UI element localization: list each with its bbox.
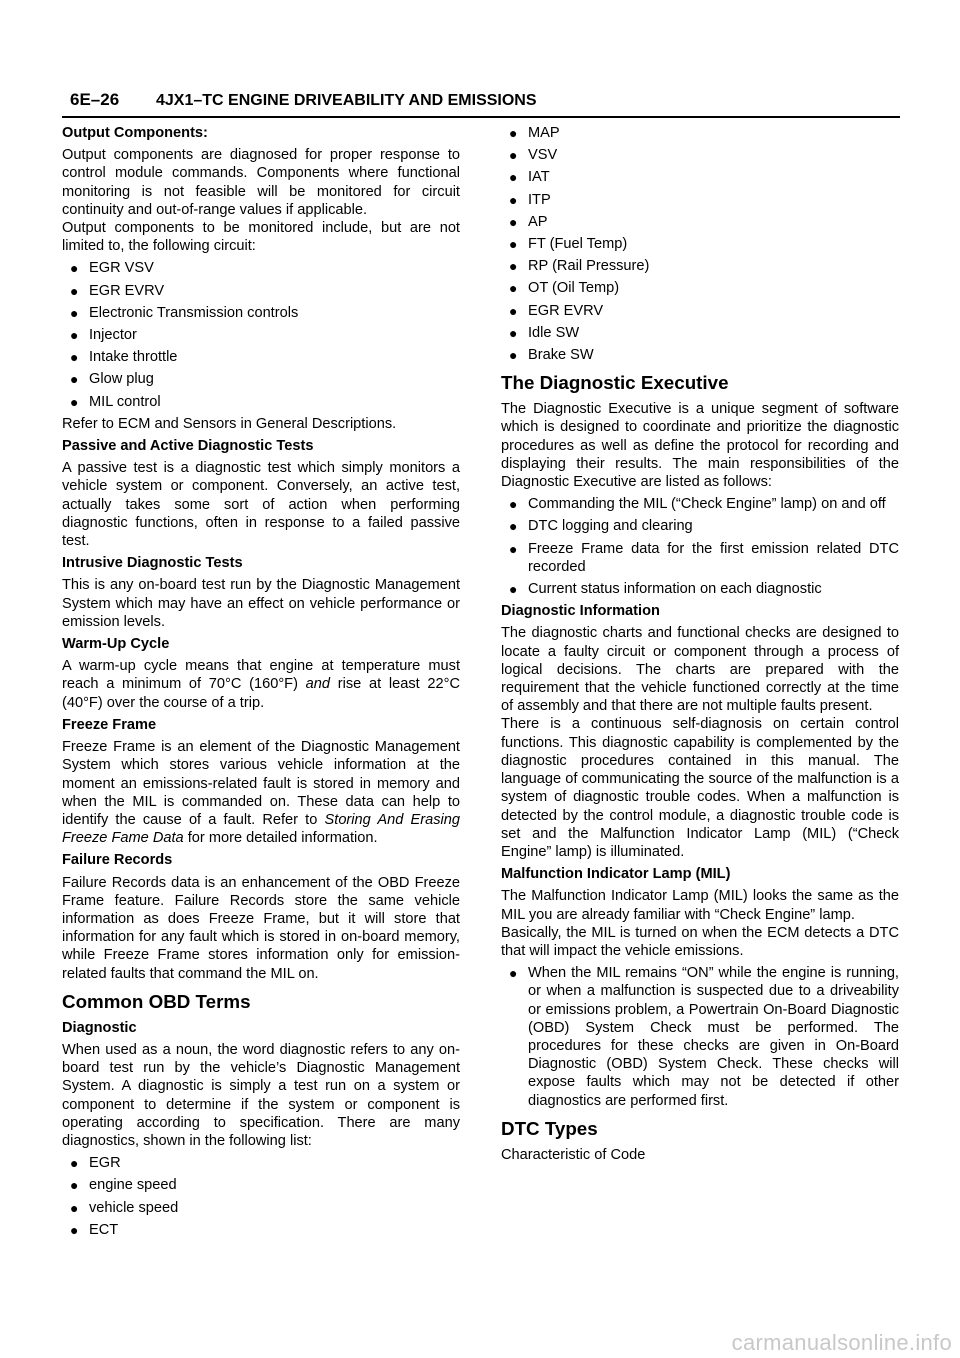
bullet-icon: ● xyxy=(70,1199,79,1216)
list-item xyxy=(62,326,460,344)
list-item-text: Freeze Frame data for the first emission related DTC recorded xyxy=(528,540,899,575)
list-item-text: Intake throttle xyxy=(89,349,178,366)
passive-active-heading: Passive and Active Diagnostic Tests xyxy=(62,438,314,455)
bullet-icon: ● xyxy=(509,258,518,275)
freeze-text-a: Freeze Frame is an element of the Diagnostic Management System which stores various vehicle information at the moment an emissions-related fault is stored in memory and when the MIL is commanded on. These data can help to identify the cause of a fault. Refer to xyxy=(62,739,460,828)
list-item-text: AP xyxy=(528,213,548,230)
passive-active-paragraph: A passive test is a diagnostic test which simply monitors a vehicle system or component. Conversely, an active test, actually takes some sort of action when performing diagnostic functions, often in response to a failed passive test. xyxy=(62,460,460,550)
common-obd-terms-heading: Common OBD Terms xyxy=(62,990,251,1012)
output-components-paragraph-1: Output components are diagnosed for proper response to control module commands. Components where functional monitoring is not feasible will be monitored for circuit continuity and out-of-range values if applicable. xyxy=(62,147,460,218)
list-item-text: IAT xyxy=(528,169,550,186)
bullet-icon: ● xyxy=(70,349,79,366)
watermark: carmanualsonline.info xyxy=(731,1330,952,1355)
bullet-icon: ● xyxy=(509,125,518,141)
list-item-text: EGR EVRV xyxy=(89,282,165,299)
list-item xyxy=(62,282,460,300)
list-item-text: Current status information on each diagnostic xyxy=(528,581,822,598)
list-item-text: When the MIL remains “ON” while the engine is running, or when a malfunction is suspected due to a driveability or emissions problem, a Powertrain On-Board Diagnostic (OBD) System Check must be performed. The procedures for these checks are given in On-Board Diagnostic (OBD) System Check. These checks will expose faults which may not be detected if other diagnostics are performed first. xyxy=(528,965,899,1109)
list-item xyxy=(501,324,899,342)
list-item-text: ECT xyxy=(89,1221,119,1238)
list-item xyxy=(62,1176,460,1194)
output-components-list xyxy=(62,259,460,410)
diagnostic-information-paragraph-1: The diagnostic charts and functional checks are designed to locate a faulty circuit or component through a process of logical decisions. The charts are prepared with the requirement that the vehicle functioned correctly at the time of assembly and that there are not multiple faults present. xyxy=(501,625,899,715)
list-item xyxy=(501,168,899,186)
freeze-text-ref: Storing And Erasing Freeze Fame Data xyxy=(62,811,460,847)
dtc-types-heading: DTC Types xyxy=(501,1117,598,1139)
bullet-icon: ● xyxy=(70,371,79,388)
list-item xyxy=(501,124,899,142)
output-components-heading: Output Components: xyxy=(62,125,208,141)
list-item xyxy=(62,1154,460,1172)
failure-records-heading: Failure Records xyxy=(62,852,173,869)
list-item xyxy=(501,191,899,209)
list-item-text: ITP xyxy=(528,191,551,208)
diagnostic-executive-heading: The Diagnostic Executive xyxy=(501,372,729,394)
mil-list xyxy=(501,964,899,1110)
bullet-icon: ● xyxy=(70,393,79,410)
list-item-text: Brake SW xyxy=(528,347,594,364)
header-rule xyxy=(62,116,900,118)
list-item xyxy=(501,964,899,1110)
bullet-icon: ● xyxy=(509,324,518,341)
warmup-paragraph xyxy=(62,657,460,712)
list-item xyxy=(62,370,460,388)
page-header xyxy=(62,88,900,120)
bullet-icon: ● xyxy=(509,213,518,230)
bullet-icon: ● xyxy=(509,518,518,535)
diagnostics-list-continued xyxy=(501,124,899,364)
list-item xyxy=(501,580,899,598)
list-item-text: EGR VSV xyxy=(89,260,154,277)
failure-records-paragraph: Failure Records data is an enhancement of the OBD Freeze Frame feature. Failure Records store the same vehicle information as does Freeze Frame, but it will store that information for any fault which is stored in on-board memory, while Freeze Frame stores information only for emission-related faults that command the MIL on. xyxy=(62,874,460,982)
mil-paragraph-2: Basically, the MIL is turned on when the ECM detects a DTC that will impact the vehicle emissions. xyxy=(501,924,899,959)
bullet-icon: ● xyxy=(509,965,518,982)
list-item-text: MIL control xyxy=(89,393,161,410)
bullet-icon: ● xyxy=(70,1177,79,1194)
intrusive-heading: Intrusive Diagnostic Tests xyxy=(62,555,243,572)
diagnostic-executive-list xyxy=(501,495,899,598)
list-item xyxy=(62,393,460,411)
warmup-text-a: A warm-up cycle means that engine at temperature must reach a minimum of 70°C (160°F) xyxy=(62,658,460,693)
diagnostic-information-paragraph-2: There is a continuous self-diagnosis on certain control functions. This diagnostic capability is complemented by the diagnostic procedures contained in this manual. The language of communicating the source of the malfunction is a system of diagnostic trouble codes. When a malfunction is detected by the control module, a diagnostic trouble code is set and the Malfunction Indicator Lamp (MIL) (“Check Engine” lamp) is illuminated. xyxy=(501,716,899,860)
list-item xyxy=(62,1199,460,1217)
list-item-text: EGR EVRV xyxy=(528,302,604,319)
list-item-text: OT (Oil Temp) xyxy=(528,280,620,297)
list-item-text: engine speed xyxy=(89,1177,177,1194)
refer-text: Refer to ECM and Sensors in General Descriptions. xyxy=(62,415,397,432)
left-column xyxy=(62,124,460,1243)
list-item-text: DTC logging and clearing xyxy=(528,518,693,535)
list-item xyxy=(501,235,899,253)
bullet-icon: ● xyxy=(70,1221,79,1238)
list-item xyxy=(501,213,899,231)
bullet-icon: ● xyxy=(70,304,79,321)
list-item-text: Glow plug xyxy=(89,371,154,388)
freeze-frame-paragraph xyxy=(62,738,460,847)
diagnostic-paragraph: When used as a noun, the word diagnostic refers to any on-board test run by the vehicle’s Diagnostic Management System. A diagnostic is simply a test run on a system or component to determine if the system or component is operating according to specification. There are many diagnostics, shown in the following list: xyxy=(62,1041,460,1149)
list-item-text: Electronic Transmission controls xyxy=(89,304,299,321)
mil-heading: Malfunction Indicator Lamp (MIL) xyxy=(501,866,731,883)
list-item xyxy=(62,1221,460,1239)
mil-paragraph-1: The Malfunction Indicator Lamp (MIL) looks the same as the MIL you are already familiar with “Check Engine” lamp. xyxy=(501,888,899,923)
bullet-icon: ● xyxy=(509,191,518,208)
list-item-text: EGR xyxy=(89,1155,121,1172)
page-number: 6E–26 xyxy=(70,90,120,109)
diagnostic-heading: Diagnostic xyxy=(62,1019,137,1036)
list-item-text: VSV xyxy=(528,147,558,164)
list-item-text: Injector xyxy=(89,327,137,344)
bullet-icon: ● xyxy=(509,496,518,513)
list-item xyxy=(62,304,460,322)
bullet-icon: ● xyxy=(509,302,518,319)
list-item xyxy=(62,259,460,277)
list-item-text: vehicle speed xyxy=(89,1199,179,1216)
bullet-icon: ● xyxy=(70,1155,79,1172)
dtc-types-paragraph: Characteristic of Code xyxy=(501,1146,646,1163)
bullet-icon: ● xyxy=(509,147,518,164)
list-item xyxy=(501,302,899,320)
list-item-text: RP (Rail Pressure) xyxy=(528,258,650,275)
right-column xyxy=(501,124,899,1168)
list-item xyxy=(501,346,899,364)
bullet-icon: ● xyxy=(509,581,518,598)
list-item xyxy=(501,146,899,164)
list-item-text: Idle SW xyxy=(528,324,580,341)
page-title: 4JX1–TC ENGINE DRIVEABILITY AND EMISSIONS xyxy=(156,92,537,109)
warmup-text-and: and xyxy=(305,676,331,693)
list-item xyxy=(501,517,899,535)
list-item xyxy=(501,540,899,576)
list-item-text: Commanding the MIL (“Check Engine” lamp) on and off xyxy=(528,496,886,513)
list-item xyxy=(501,257,899,275)
intrusive-paragraph: This is any on-board test run by the Diagnostic Management System which may have an effect on vehicle performance or emission levels. xyxy=(62,577,460,630)
diagnostic-information-heading: Diagnostic Information xyxy=(501,603,660,620)
warmup-text-b: rise at least 22°C (40°F) over the course of a trip. xyxy=(62,676,460,711)
bullet-icon: ● xyxy=(509,236,518,253)
bullet-icon: ● xyxy=(509,540,518,557)
bullet-icon: ● xyxy=(70,282,79,299)
diagnostic-executive-paragraph: The Diagnostic Executive is a unique segment of software which is designed to coordinate and prioritize the diagnostic procedures as well as define the protocol for recording and displaying their results. The main responsibilities of the Diagnostic Executive are listed as follows: xyxy=(501,401,899,491)
bullet-icon: ● xyxy=(509,280,518,297)
bullet-icon: ● xyxy=(509,347,518,364)
freeze-text-b: for more detailed information. xyxy=(187,830,378,847)
bullet-icon: ● xyxy=(70,260,79,277)
bullet-icon: ● xyxy=(70,327,79,344)
freeze-frame-heading: Freeze Frame xyxy=(62,716,157,733)
list-item xyxy=(501,279,899,297)
list-item xyxy=(62,348,460,366)
list-item xyxy=(501,495,899,513)
diagnostics-list xyxy=(62,1154,460,1239)
list-item-text: FT (Fuel Temp) xyxy=(528,236,628,253)
bullet-icon: ● xyxy=(509,169,518,186)
warmup-heading: Warm-Up Cycle xyxy=(62,636,170,653)
list-item-text: MAP xyxy=(528,125,560,141)
output-components-paragraph-2: Output components to be monitored include, but are not limited to, the following circuit: xyxy=(62,220,460,255)
